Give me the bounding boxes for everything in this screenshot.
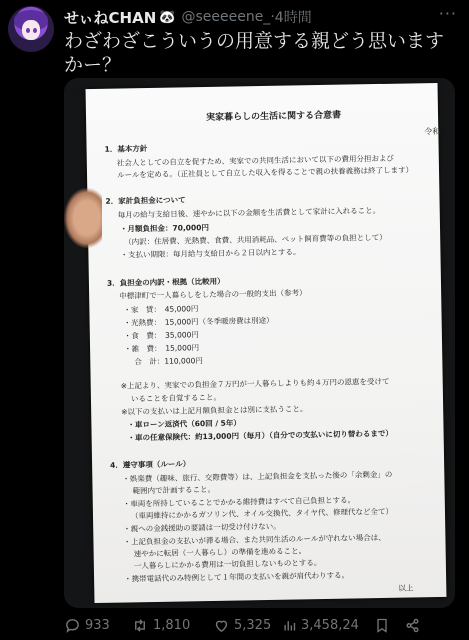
doc-line: 社会人としての自立を促すため、実家での共同生活において以下の費用分担および bbox=[116, 153, 395, 168]
doc-line: 以上 bbox=[398, 583, 414, 593]
doc-line: 1．基本方針 bbox=[104, 144, 148, 154]
doc-line: 中標津町で一人暮らしをした場合の一般的支出（参考） bbox=[119, 288, 307, 301]
doc-line: いることを自覚すること。 bbox=[130, 392, 222, 404]
doc-line: 範囲内で計画すること。 bbox=[132, 484, 216, 496]
doc-line: ・親への金銭援助の要請は一切受け付けない。 bbox=[123, 521, 281, 534]
avatar[interactable] bbox=[8, 6, 54, 52]
finger-holding-paper bbox=[64, 188, 102, 248]
doc-line: 毎月の給与支給日後、速やかに以下の金額を生活費として家計に入れること。 bbox=[117, 205, 381, 220]
doc-line: ※上記より、実家での負担金７万円が一人暮らしよりも約４万円の恩恵を受けて bbox=[120, 376, 390, 391]
doc-line: ・月額負担金：70,000円 bbox=[119, 222, 210, 234]
views-icon bbox=[282, 617, 297, 634]
doc-line: ・車の任意保険代：約13,000円（毎月）（自分での支払いに切り替わるまで） bbox=[127, 428, 393, 443]
doc-line: （車両維持にかかるガソリン代、オイル交換代、タイヤ代、修理代など全て） bbox=[130, 506, 394, 521]
doc-line: 速やかに転居（一人暮らし）の準備を進めること。 bbox=[133, 546, 307, 559]
views-count: 3,458,24 bbox=[301, 617, 359, 633]
tweet-photo[interactable] bbox=[64, 78, 455, 608]
heart-icon bbox=[213, 617, 230, 634]
like-count: 5,325 bbox=[234, 617, 272, 633]
time-separator: · bbox=[270, 9, 275, 25]
share-icon bbox=[404, 617, 421, 634]
more-options-icon[interactable]: ··· bbox=[438, 4, 457, 23]
panda-emoji: 🐼 bbox=[159, 9, 176, 25]
doc-line: 合 計：110,000円 bbox=[134, 356, 203, 367]
like-button[interactable] bbox=[213, 617, 271, 634]
share-button[interactable] bbox=[404, 617, 425, 634]
doc-line: ・上記負担金の支払いが滞る場合、また共同生活のルールが守れない場合は、 bbox=[123, 532, 386, 547]
tweet-text: わざわざこういうの用意する親どう思いますかー？ bbox=[64, 30, 445, 76]
doc-line: ・雑 費： 15,000円 bbox=[124, 343, 200, 354]
doc-line: （内訳：住居費、光熱費、食費、共用消耗品、ペット飼育費等の負担として） bbox=[124, 232, 387, 247]
document-paper bbox=[86, 83, 447, 603]
retweet-button[interactable] bbox=[131, 617, 190, 634]
tweet-header bbox=[64, 6, 312, 28]
retweet-count: 1,810 bbox=[153, 617, 191, 633]
doc-line: ・光熱費： 15,000円（冬季暖房費は別途） bbox=[123, 315, 274, 328]
timestamp[interactable]: 4時間 bbox=[274, 10, 312, 26]
doc-line: 2．家計負担金について bbox=[105, 195, 186, 206]
user-handle[interactable]: @seeeeene_ bbox=[181, 9, 271, 25]
doc-line: ・車ローン返済代（60回 / 5年） bbox=[127, 418, 241, 430]
doc-line: 3．負担金の内訳・根拠（比較用） bbox=[106, 276, 225, 288]
bookmark-icon bbox=[374, 617, 390, 634]
doc-line: ・家 賃： 45,000円 bbox=[123, 304, 199, 315]
bookmark-button[interactable] bbox=[374, 617, 394, 634]
doc-line: ・食 費： 35,000円 bbox=[123, 330, 199, 341]
doc-line: ルールを定める。（正社員として自立した収入を得ることで親の扶養義務は終了します） bbox=[116, 165, 414, 180]
doc-line: ・車両を所持していることでかかる維持費はすべて自己負担とする。 bbox=[122, 495, 356, 509]
document-title: 実家暮らしの生活に関する合意書 bbox=[205, 110, 342, 124]
doc-line: ・娯楽費（趣味、旅行、交際費等）は、上記負担金を支払った後の「余剰金」の bbox=[122, 469, 393, 484]
doc-line: ※以下の支払いは上記月額負担金とは別に支払うこと。 bbox=[121, 404, 308, 417]
doc-line: 一人暮らしにかかる費用は一切負担しないものとする。 bbox=[133, 558, 322, 571]
document-date: 令和 bbox=[424, 126, 441, 137]
doc-line: ・支払い期限：毎月給与支給日から２日以内とする。 bbox=[120, 247, 301, 260]
action-bar bbox=[64, 614, 464, 636]
retweet-icon bbox=[131, 617, 149, 634]
views-button[interactable] bbox=[282, 617, 359, 634]
reply-icon bbox=[64, 617, 81, 634]
doc-line: ・携帯電話代のみ特例として１年間の支払いを親が肩代わりする。 bbox=[124, 570, 350, 584]
doc-line: 4．遵守事項（ルール） bbox=[110, 459, 191, 470]
reply-count: 933 bbox=[85, 617, 110, 633]
display-name[interactable]: せぃねCHAN bbox=[64, 8, 157, 27]
reply-button[interactable] bbox=[64, 617, 110, 634]
